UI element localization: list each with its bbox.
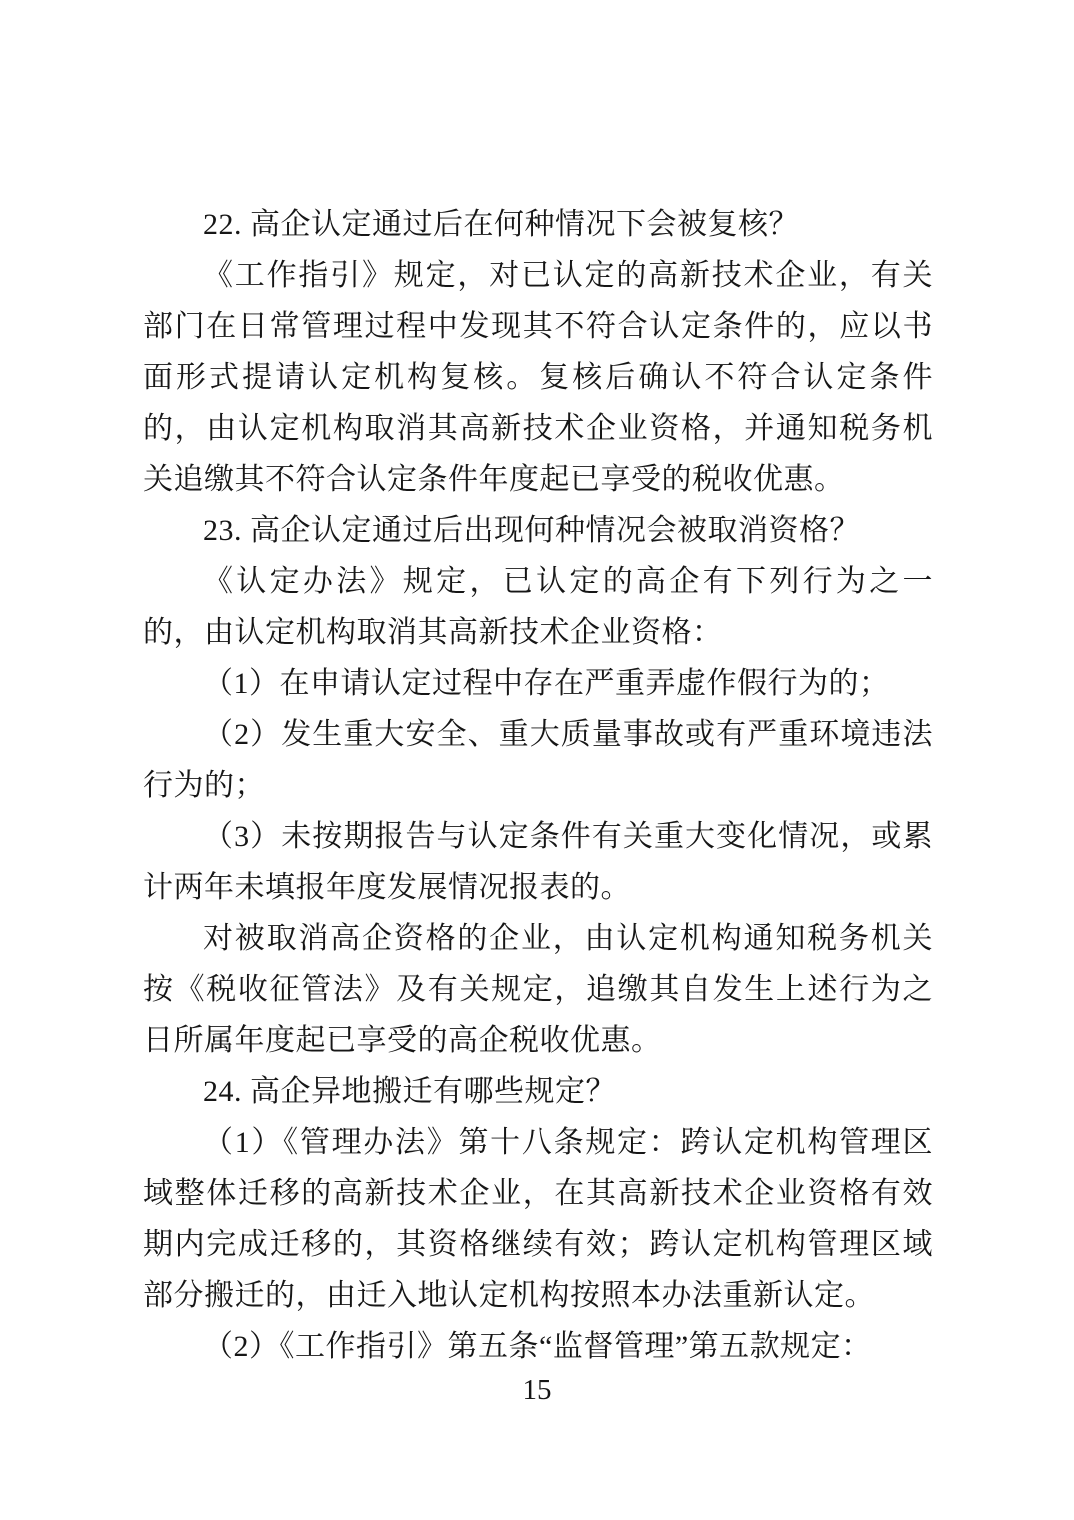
- list-item-3: （3）未按期报告与认定条件有关重大变化情况，或累计两年未填报年度发展情况报表的。: [143, 820, 933, 904]
- page-number: 15: [522, 1374, 552, 1406]
- paragraph-answer-23-followup: 对被取消高企资格的企业，由认定机构通知税务机关按《税收征管法》及有关规定，追缴其自发生上述行为之日所属年度起已享受的高企税收优惠。: [143, 922, 933, 1057]
- list-item-1: （1）在申请认定过程中存在严重弄虚作假行为的；: [203, 667, 890, 700]
- list-item-24-1: （1）《管理办法》第十八条规定：跨认定机构管理区域整体迁移的高新技术企业，在其高新技术企业资格有效期内完成迁移的，其资格继续有效；跨认定机构管理区域部分搬迁的，由迁入地认定机构按照本办法重新认定。: [143, 1126, 933, 1312]
- question-heading-24: 24. 高企异地搬迁有哪些规定？: [203, 1075, 616, 1108]
- paragraph-answer-23-intro: 《认定办法》规定，已认定的高企有下列行为之一的，由认定机构取消其高新技术企业资格：: [143, 565, 933, 649]
- document-body: [143, 199, 933, 1372]
- paragraph-answer-22: 《工作指引》规定，对已认定的高新技术企业，有关部门在日常管理过程中发现其不符合认定条件的，应以书面形式提请认定机构复核。复核后确认不符合认定条件的，由认定机构取消其高新技术企业资格，并通知税务机关追缴其不符合认定条件年度起已享受的税收优惠。: [143, 259, 933, 496]
- list-item-24-2: （2）《工作指引》第五条“监督管理”第五款规定：: [203, 1330, 872, 1363]
- question-heading-22: 22. 高企认定通过后在何种情况下会被复核？: [203, 208, 799, 241]
- list-item-2: （2）发生重大安全、重大质量事故或有严重环境违法行为的；: [143, 718, 933, 802]
- question-heading-23: 23. 高企认定通过后出现何种情况会被取消资格？: [203, 514, 860, 547]
